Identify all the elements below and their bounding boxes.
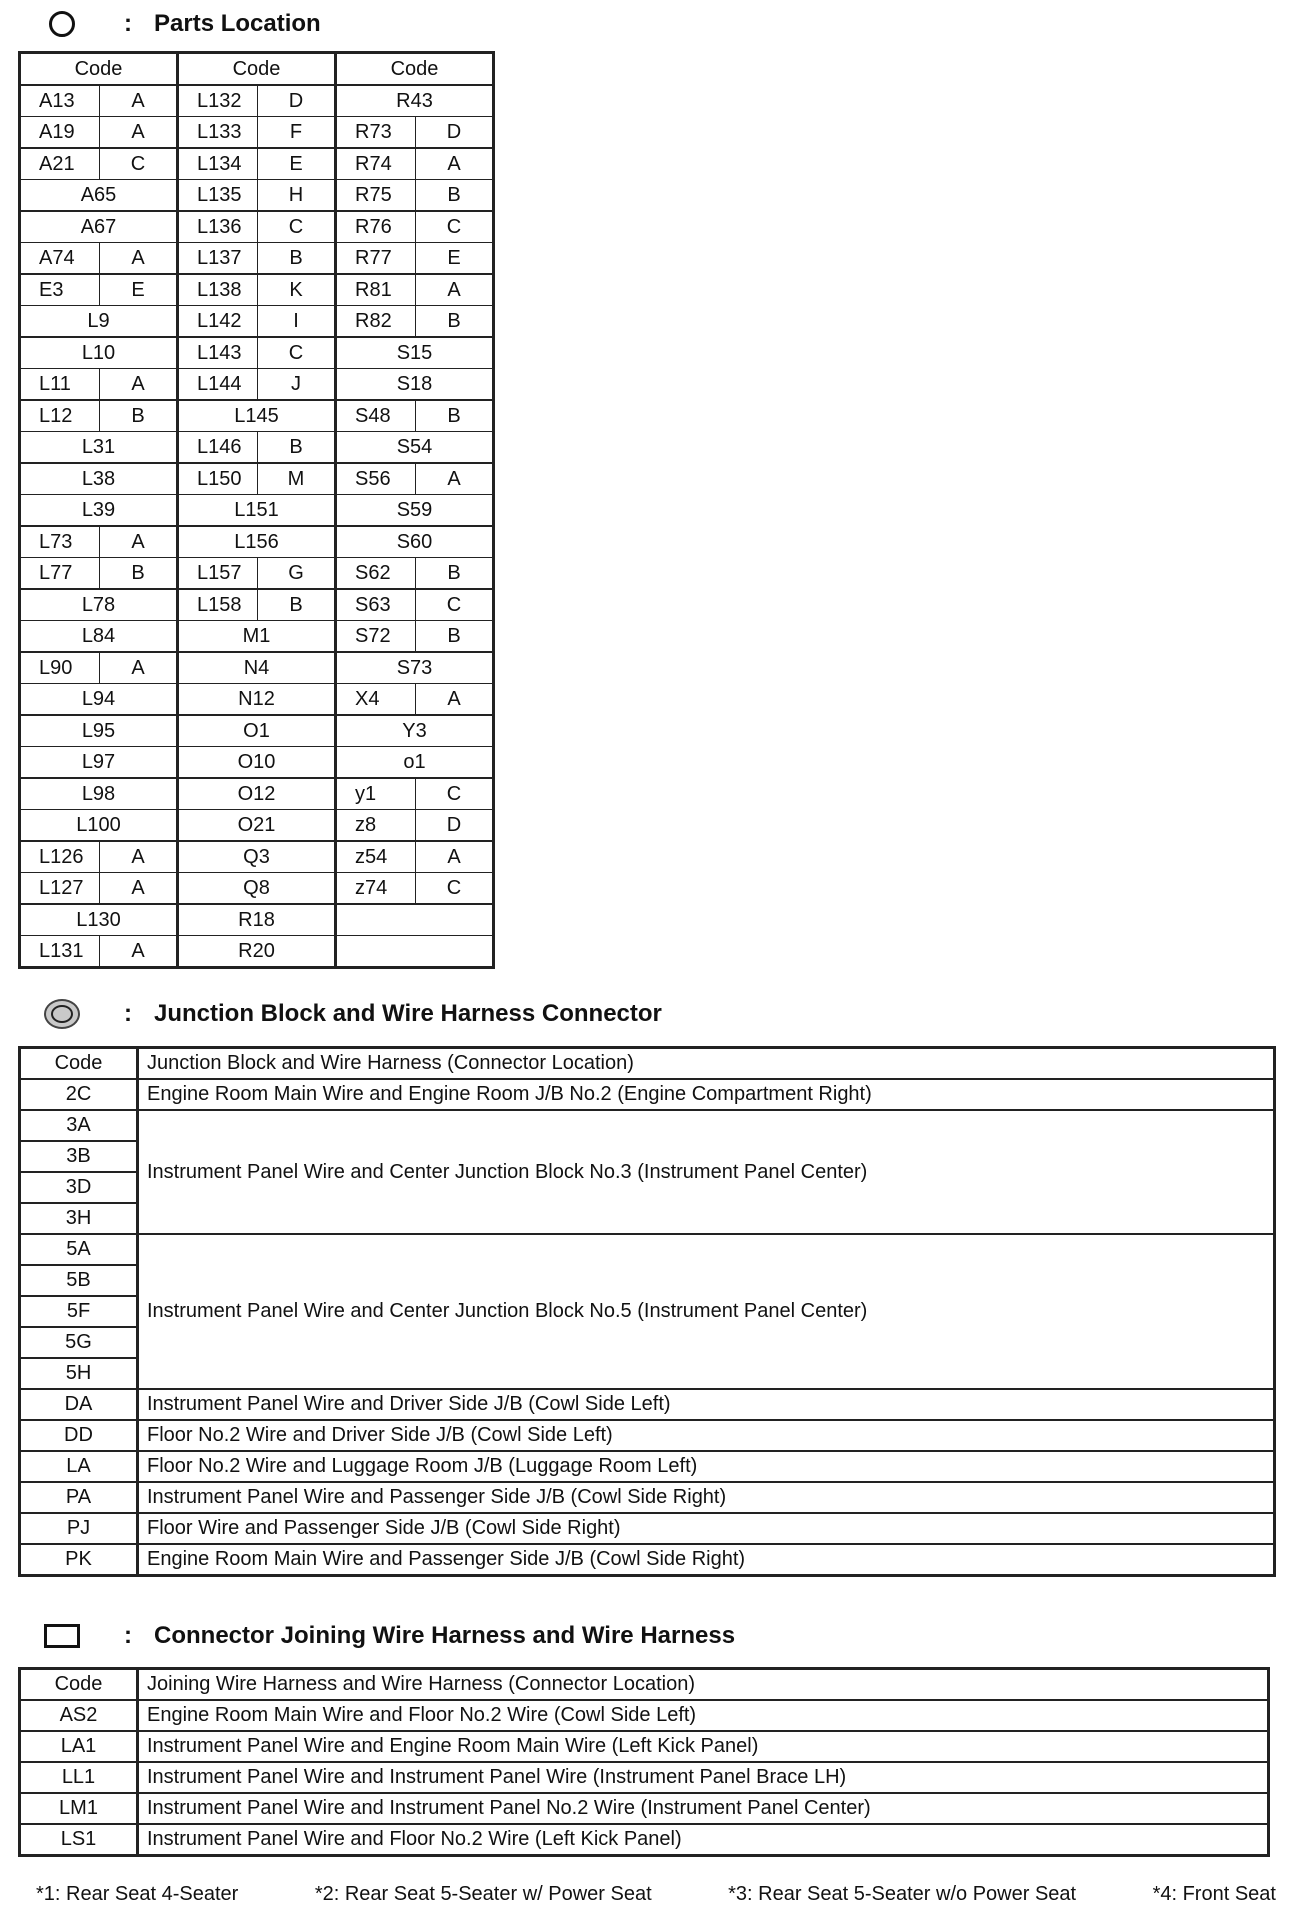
heading-colon: : bbox=[124, 1622, 132, 1649]
part-code-cell: S54 bbox=[336, 432, 494, 464]
table-row bbox=[20, 495, 494, 527]
location-letter-cell: A bbox=[100, 243, 178, 275]
table-row bbox=[20, 1513, 1275, 1544]
table-header-row bbox=[20, 53, 494, 86]
location-letter-cell: C bbox=[416, 589, 494, 621]
location-letter-cell: A bbox=[416, 148, 494, 180]
part-code-cell: L150 bbox=[178, 463, 258, 495]
table-row bbox=[20, 1451, 1275, 1482]
connector-code-cell: PK bbox=[20, 1544, 138, 1576]
part-code-cell: R75 bbox=[336, 180, 416, 212]
table-row bbox=[20, 85, 494, 117]
table-row bbox=[20, 117, 494, 149]
part-code-cell: L31 bbox=[20, 432, 178, 464]
table-row bbox=[20, 1079, 1275, 1110]
column-header: Code bbox=[20, 1669, 138, 1701]
heading-colon: : bbox=[124, 10, 132, 37]
location-letter-cell: A bbox=[100, 652, 178, 684]
location-letter-cell: B bbox=[100, 400, 178, 432]
connector-code-cell: LL1 bbox=[20, 1762, 138, 1793]
table-header-row bbox=[20, 1048, 1275, 1080]
part-code-cell: R76 bbox=[336, 211, 416, 243]
part-code-cell: L11 bbox=[20, 369, 100, 401]
table-row bbox=[20, 1762, 1269, 1793]
table-row bbox=[20, 558, 494, 590]
connector-description-cell: Floor Wire and Passenger Side J/B (Cowl Side Right) bbox=[138, 1513, 1275, 1544]
parts-location-table bbox=[18, 51, 495, 969]
connector-code-cell: 5F bbox=[20, 1296, 138, 1327]
part-code-cell: S59 bbox=[336, 495, 494, 527]
part-code-cell: L133 bbox=[178, 117, 258, 149]
location-letter-cell: E bbox=[100, 274, 178, 306]
location-letter-cell: D bbox=[416, 810, 494, 842]
part-code-cell: L142 bbox=[178, 306, 258, 338]
connector-code-cell: 3H bbox=[20, 1203, 138, 1234]
location-letter-cell: B bbox=[100, 558, 178, 590]
location-letter-cell: A bbox=[100, 841, 178, 873]
part-code-cell: L126 bbox=[20, 841, 100, 873]
location-letter-cell: B bbox=[258, 243, 336, 275]
part-code-cell: O12 bbox=[178, 778, 336, 810]
part-code-cell: S15 bbox=[336, 337, 494, 369]
part-code-cell: y1 bbox=[336, 778, 416, 810]
part-code-cell: L156 bbox=[178, 526, 336, 558]
table-row bbox=[20, 684, 494, 716]
parts-location-table-wrap bbox=[18, 51, 495, 969]
part-code-cell: L136 bbox=[178, 211, 258, 243]
table-row bbox=[20, 1420, 1275, 1451]
connector-description-cell: Instrument Panel Wire and Center Junction Block No.5 (Instrument Panel Center) bbox=[138, 1234, 1275, 1389]
table-row bbox=[20, 180, 494, 212]
location-letter-cell: A bbox=[100, 873, 178, 905]
connector-description-cell: Engine Room Main Wire and Passenger Side J/B (Cowl Side Right) bbox=[138, 1544, 1275, 1576]
table-row bbox=[20, 778, 494, 810]
connector-code-cell: DA bbox=[20, 1389, 138, 1420]
table-row bbox=[20, 747, 494, 779]
table-row bbox=[20, 1793, 1269, 1824]
part-code-cell: L138 bbox=[178, 274, 258, 306]
part-code-cell: R81 bbox=[336, 274, 416, 306]
footnotes bbox=[36, 1883, 1276, 1906]
part-code-cell: L12 bbox=[20, 400, 100, 432]
part-code-cell: A13 bbox=[20, 85, 100, 117]
connector-code-cell: 2C bbox=[20, 1079, 138, 1110]
table-row bbox=[20, 148, 494, 180]
part-code-cell: S60 bbox=[336, 526, 494, 558]
part-code-cell: S62 bbox=[336, 558, 416, 590]
part-code-cell: R74 bbox=[336, 148, 416, 180]
part-code-cell: N12 bbox=[178, 684, 336, 716]
footnote: *2: Rear Seat 5-Seater w/ Power Seat bbox=[314, 1883, 652, 1905]
table-row bbox=[20, 1544, 1275, 1576]
part-code-cell: L131 bbox=[20, 936, 100, 968]
table-row bbox=[20, 715, 494, 747]
connector-code-cell: DD bbox=[20, 1420, 138, 1451]
part-code-cell: L143 bbox=[178, 337, 258, 369]
location-letter-cell: K bbox=[258, 274, 336, 306]
connector-code-cell: 5A bbox=[20, 1234, 138, 1265]
parts-location-heading bbox=[44, 6, 321, 42]
part-code-cell: L84 bbox=[20, 621, 178, 653]
location-letter-cell: C bbox=[416, 211, 494, 243]
part-code-cell: L39 bbox=[20, 495, 178, 527]
location-letter-cell: B bbox=[416, 400, 494, 432]
location-letter-cell: B bbox=[416, 306, 494, 338]
connector-code-cell: PJ bbox=[20, 1513, 138, 1544]
location-letter-cell: G bbox=[258, 558, 336, 590]
table-row bbox=[20, 1234, 1275, 1265]
connector-description-cell: Instrument Panel Wire and Floor No.2 Wire (Left Kick Panel) bbox=[138, 1824, 1269, 1856]
part-code-cell: O10 bbox=[178, 747, 336, 779]
connector-description-cell: Instrument Panel Wire and Instrument Panel No.2 Wire (Instrument Panel Center) bbox=[138, 1793, 1269, 1824]
part-code-cell: Q8 bbox=[178, 873, 336, 905]
connector-code-cell: AS2 bbox=[20, 1700, 138, 1731]
location-letter-cell: A bbox=[100, 526, 178, 558]
table-row bbox=[20, 841, 494, 873]
part-code-cell: S63 bbox=[336, 589, 416, 621]
part-code-cell: z74 bbox=[336, 873, 416, 905]
part-code-cell: L127 bbox=[20, 873, 100, 905]
column-header: Code bbox=[20, 1048, 138, 1080]
location-letter-cell: D bbox=[258, 85, 336, 117]
location-letter-cell: J bbox=[258, 369, 336, 401]
location-letter-cell: C bbox=[416, 778, 494, 810]
column-header: Code bbox=[336, 53, 494, 86]
table-row bbox=[20, 873, 494, 905]
location-letter-cell: D bbox=[416, 117, 494, 149]
part-code-cell: L95 bbox=[20, 715, 178, 747]
table-row bbox=[20, 463, 494, 495]
part-code-cell bbox=[336, 936, 494, 968]
location-letter-cell: B bbox=[416, 621, 494, 653]
part-code-cell: L10 bbox=[20, 337, 178, 369]
location-letter-cell: C bbox=[100, 148, 178, 180]
parts-location-title: Parts Location bbox=[154, 10, 321, 37]
part-code-cell: L132 bbox=[178, 85, 258, 117]
part-code-cell: L77 bbox=[20, 558, 100, 590]
location-letter-cell: M bbox=[258, 463, 336, 495]
part-code-cell: z8 bbox=[336, 810, 416, 842]
connector-code-cell: 5B bbox=[20, 1265, 138, 1296]
connector-code-cell: LM1 bbox=[20, 1793, 138, 1824]
rectangle-icon bbox=[44, 1618, 80, 1654]
part-code-cell: S72 bbox=[336, 621, 416, 653]
part-code-cell: L78 bbox=[20, 589, 178, 621]
connector-code-cell: 5G bbox=[20, 1327, 138, 1358]
junction-block-table bbox=[18, 1046, 1276, 1577]
location-letter-cell: A bbox=[100, 936, 178, 968]
connector-code-cell: LA1 bbox=[20, 1731, 138, 1762]
part-code-cell: A67 bbox=[20, 211, 178, 243]
part-code-cell: R77 bbox=[336, 243, 416, 275]
part-code-cell: Y3 bbox=[336, 715, 494, 747]
part-code-cell: o1 bbox=[336, 747, 494, 779]
table-row bbox=[20, 936, 494, 968]
connector-description-cell: Instrument Panel Wire and Instrument Panel Wire (Instrument Panel Brace LH) bbox=[138, 1762, 1269, 1793]
table-row bbox=[20, 652, 494, 684]
table-row bbox=[20, 337, 494, 369]
column-header: Code bbox=[20, 53, 178, 86]
table-row bbox=[20, 904, 494, 936]
part-code-cell: A74 bbox=[20, 243, 100, 275]
connector-joining-title: Connector Joining Wire Harness and Wire Harness bbox=[154, 1622, 736, 1649]
column-header: Joining Wire Harness and Wire Harness (Connector Location) bbox=[138, 1669, 1269, 1701]
table-header-row bbox=[20, 1669, 1269, 1701]
location-letter-cell: C bbox=[416, 873, 494, 905]
location-letter-cell: B bbox=[416, 558, 494, 590]
part-code-cell: L151 bbox=[178, 495, 336, 527]
location-letter-cell: F bbox=[258, 117, 336, 149]
part-code-cell: O1 bbox=[178, 715, 336, 747]
part-code-cell: L9 bbox=[20, 306, 178, 338]
table-row bbox=[20, 432, 494, 464]
part-code-cell: S56 bbox=[336, 463, 416, 495]
table-row bbox=[20, 243, 494, 275]
location-letter-cell: A bbox=[416, 841, 494, 873]
connector-code-cell: PA bbox=[20, 1482, 138, 1513]
connector-code-cell: LA bbox=[20, 1451, 138, 1482]
part-code-cell: L144 bbox=[178, 369, 258, 401]
part-code-cell: R73 bbox=[336, 117, 416, 149]
part-code-cell: A65 bbox=[20, 180, 178, 212]
part-code-cell: L97 bbox=[20, 747, 178, 779]
part-code-cell: L145 bbox=[178, 400, 336, 432]
part-code-cell: O21 bbox=[178, 810, 336, 842]
footnote: *1: Rear Seat 4-Seater bbox=[36, 1883, 239, 1905]
table-row bbox=[20, 1389, 1275, 1420]
connector-joining-table bbox=[18, 1667, 1270, 1857]
location-letter-cell: C bbox=[258, 211, 336, 243]
heading-colon: : bbox=[124, 1000, 132, 1027]
connector-description-cell: Floor No.2 Wire and Luggage Room J/B (Luggage Room Left) bbox=[138, 1451, 1275, 1482]
location-letter-cell: I bbox=[258, 306, 336, 338]
double-oval-icon bbox=[44, 996, 80, 1032]
location-letter-cell: A bbox=[416, 274, 494, 306]
connector-code-cell: 3B bbox=[20, 1141, 138, 1172]
table-row bbox=[20, 1700, 1269, 1731]
part-code-cell: S73 bbox=[336, 652, 494, 684]
part-code-cell: L134 bbox=[178, 148, 258, 180]
part-code-cell: L38 bbox=[20, 463, 178, 495]
connector-description-cell: Engine Room Main Wire and Floor No.2 Wire (Cowl Side Left) bbox=[138, 1700, 1269, 1731]
location-letter-cell: E bbox=[258, 148, 336, 180]
location-letter-cell: B bbox=[258, 432, 336, 464]
connector-joining-heading bbox=[44, 1618, 735, 1654]
part-code-cell: X4 bbox=[336, 684, 416, 716]
table-row bbox=[20, 306, 494, 338]
table-row bbox=[20, 526, 494, 558]
part-code-cell: L137 bbox=[178, 243, 258, 275]
location-letter-cell: H bbox=[258, 180, 336, 212]
table-row bbox=[20, 1824, 1269, 1856]
part-code-cell bbox=[336, 904, 494, 936]
location-letter-cell: A bbox=[416, 463, 494, 495]
connector-description-cell: Instrument Panel Wire and Engine Room Main Wire (Left Kick Panel) bbox=[138, 1731, 1269, 1762]
part-code-cell: L157 bbox=[178, 558, 258, 590]
column-header: Code bbox=[178, 53, 336, 86]
connector-code-cell: 3A bbox=[20, 1110, 138, 1141]
junction-block-title: Junction Block and Wire Harness Connector bbox=[154, 1000, 662, 1027]
part-code-cell: S18 bbox=[336, 369, 494, 401]
part-code-cell: z54 bbox=[336, 841, 416, 873]
part-code-cell: L98 bbox=[20, 778, 178, 810]
table-row bbox=[20, 589, 494, 621]
part-code-cell: L94 bbox=[20, 684, 178, 716]
part-code-cell: A19 bbox=[20, 117, 100, 149]
location-letter-cell: E bbox=[416, 243, 494, 275]
table-row bbox=[20, 1110, 1275, 1141]
part-code-cell: N4 bbox=[178, 652, 336, 684]
part-code-cell: R82 bbox=[336, 306, 416, 338]
part-code-cell: L130 bbox=[20, 904, 178, 936]
table-row bbox=[20, 211, 494, 243]
part-code-cell: E3 bbox=[20, 274, 100, 306]
table-row bbox=[20, 400, 494, 432]
part-code-cell: L135 bbox=[178, 180, 258, 212]
part-code-cell: L146 bbox=[178, 432, 258, 464]
column-header: Junction Block and Wire Harness (Connector Location) bbox=[138, 1048, 1275, 1080]
circle-icon bbox=[44, 6, 80, 42]
connector-description-cell: Instrument Panel Wire and Driver Side J/B (Cowl Side Left) bbox=[138, 1389, 1275, 1420]
table-row bbox=[20, 274, 494, 306]
part-code-cell: A21 bbox=[20, 148, 100, 180]
connector-description-cell: Engine Room Main Wire and Engine Room J/B No.2 (Engine Compartment Right) bbox=[138, 1079, 1275, 1110]
part-code-cell: M1 bbox=[178, 621, 336, 653]
connector-description-cell: Floor No.2 Wire and Driver Side J/B (Cowl Side Left) bbox=[138, 1420, 1275, 1451]
table-row bbox=[20, 1482, 1275, 1513]
connector-description-cell: Instrument Panel Wire and Center Junction Block No.3 (Instrument Panel Center) bbox=[138, 1110, 1275, 1234]
footnote: *3: Rear Seat 5-Seater w/o Power Seat bbox=[728, 1883, 1077, 1905]
location-letter-cell: C bbox=[258, 337, 336, 369]
location-letter-cell: A bbox=[416, 684, 494, 716]
part-code-cell: R20 bbox=[178, 936, 336, 968]
location-letter-cell: B bbox=[416, 180, 494, 212]
part-code-cell: Q3 bbox=[178, 841, 336, 873]
table-row bbox=[20, 1731, 1269, 1762]
connector-code-cell: 3D bbox=[20, 1172, 138, 1203]
connector-code-cell: LS1 bbox=[20, 1824, 138, 1856]
footnote: *4: Front Seat bbox=[1152, 1883, 1276, 1905]
part-code-cell: L158 bbox=[178, 589, 258, 621]
part-code-cell: L90 bbox=[20, 652, 100, 684]
location-letter-cell: B bbox=[258, 589, 336, 621]
location-letter-cell: A bbox=[100, 369, 178, 401]
connector-code-cell: 5H bbox=[20, 1358, 138, 1389]
part-code-cell: S48 bbox=[336, 400, 416, 432]
connector-description-cell: Instrument Panel Wire and Passenger Side J/B (Cowl Side Right) bbox=[138, 1482, 1275, 1513]
table-row bbox=[20, 369, 494, 401]
junction-block-heading bbox=[44, 996, 662, 1032]
part-code-cell: L73 bbox=[20, 526, 100, 558]
part-code-cell: R18 bbox=[178, 904, 336, 936]
table-row bbox=[20, 621, 494, 653]
location-letter-cell: A bbox=[100, 117, 178, 149]
part-code-cell: L100 bbox=[20, 810, 178, 842]
location-letter-cell: A bbox=[100, 85, 178, 117]
table-row bbox=[20, 810, 494, 842]
part-code-cell: R43 bbox=[336, 85, 494, 117]
